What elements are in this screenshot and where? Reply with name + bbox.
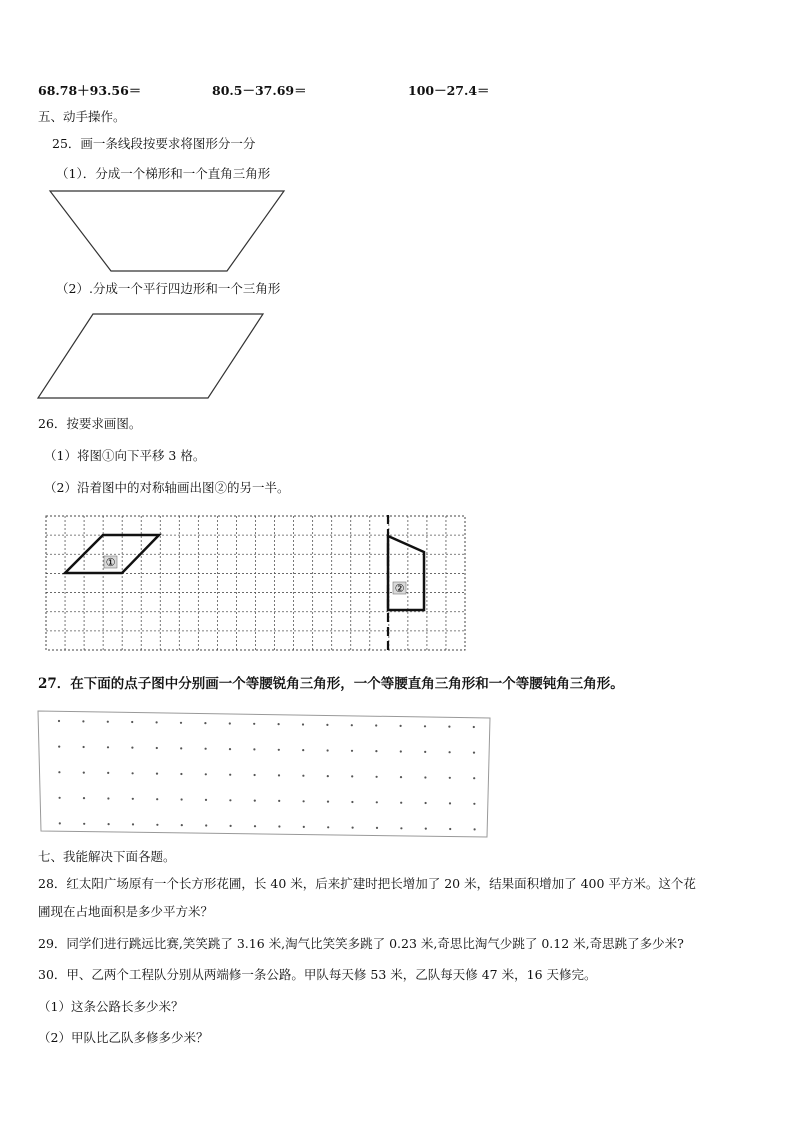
q25-part2: （2）.分成一个平行四边形和一个三角形: [56, 281, 281, 296]
dot: [449, 828, 451, 830]
dot: [449, 802, 451, 804]
q25-title: 25．画一条线段按要求将图形分一分: [52, 136, 256, 151]
q28-line1: 28．红太阳广场原有一个长方形花圃，长 40 米，后来扩建时把长增加了 20 米，结果面积增加了 400 平方米。这个花: [38, 876, 696, 891]
dot: [204, 722, 206, 724]
dot: [473, 726, 475, 728]
dot: [180, 722, 182, 724]
dot: [205, 773, 207, 775]
dot: [473, 777, 475, 779]
dot: [253, 723, 255, 725]
dot: [83, 797, 85, 799]
dot: [58, 746, 60, 748]
dot: [83, 823, 85, 825]
dot: [449, 751, 451, 753]
dot: [424, 725, 426, 727]
dot: [205, 824, 207, 826]
calc-expression-2: 80.5－37.69＝: [212, 83, 307, 98]
dot: [425, 802, 427, 804]
dot: [278, 749, 280, 751]
dot: [400, 776, 402, 778]
dot: [59, 797, 61, 799]
dot: [59, 822, 61, 824]
dot: [473, 803, 475, 805]
dot: [229, 748, 231, 750]
dot: [254, 825, 256, 827]
dot: [132, 823, 134, 825]
dot: [107, 721, 109, 723]
dot: [327, 749, 329, 751]
section-5-heading: 五、动手操作。: [38, 109, 126, 124]
dot: [303, 826, 305, 828]
dot: [205, 748, 207, 750]
dot: [131, 747, 133, 749]
dot: [108, 823, 110, 825]
dot: [400, 750, 402, 752]
dot: [473, 752, 475, 754]
dot: [107, 797, 109, 799]
dot: [156, 747, 158, 749]
dot: [254, 800, 256, 802]
dot: [376, 801, 378, 803]
dot: [107, 746, 109, 748]
dot: [229, 722, 231, 724]
dot: [253, 748, 255, 750]
dot: [156, 773, 158, 775]
dot: [448, 726, 450, 728]
dot: [327, 826, 329, 828]
q30-text: 30．甲、乙两个工程队分别从两端修一条公路。甲队每天修 53 米，乙队每天修 47 米，16 天修完。: [38, 967, 597, 982]
dot: [83, 772, 85, 774]
dot: [376, 827, 378, 829]
dot: [351, 801, 353, 803]
dot: [424, 751, 426, 753]
dot: [376, 776, 378, 778]
dot: [278, 825, 280, 827]
dot: [278, 800, 280, 802]
calc-expression-3: 100－27.4＝: [408, 83, 490, 98]
dot: [156, 798, 158, 800]
q26-title: 26．按要求画图。: [38, 416, 142, 431]
calc-expression-1: 68.78＋93.56＝: [38, 83, 142, 98]
q27-title: 27．在下面的点子图中分别画一个等腰锐角三角形，一个等腰直角三角形和一个等腰钝角三角形。: [38, 676, 624, 692]
dot: [400, 802, 402, 804]
dot: [327, 801, 329, 803]
figure-1-label: ①: [105, 556, 116, 569]
q26-part2: （2）沿着图中的对称轴画出图②的另一半。: [44, 480, 290, 495]
q30-part1: （1）这条公路长多少米？: [38, 999, 184, 1014]
dot: [58, 720, 60, 722]
dot: [302, 749, 304, 751]
dot: [302, 775, 304, 777]
dot: [107, 772, 109, 774]
dot: [400, 725, 402, 727]
dot: [352, 827, 354, 829]
q28-line2: 圃现在占地面积是多少平方米？: [38, 904, 214, 919]
dot: [83, 746, 85, 748]
dot: [351, 750, 353, 752]
dot: [278, 723, 280, 725]
dot: [449, 777, 451, 779]
dot: [351, 775, 353, 777]
dot: [326, 724, 328, 726]
dot: [156, 824, 158, 826]
q25-part1: （1）．分成一个梯形和一个直角三角形: [56, 166, 271, 181]
q30-part2: （2）甲队比乙队多修多少米？: [38, 1030, 209, 1045]
q29-text: 29．同学们进行跳远比赛,笑笑跳了 3.16 米,淘气比笑笑多跳了 0.23 米,奇思比淘气少跳了 0.12 米,奇思跳了多少米?: [38, 936, 684, 951]
dot: [180, 773, 182, 775]
dot: [181, 824, 183, 826]
dot: [180, 747, 182, 749]
dot: [278, 774, 280, 776]
figure-2-label: ②: [394, 582, 405, 595]
dot: [131, 721, 133, 723]
dot: [230, 825, 232, 827]
dot: [375, 750, 377, 752]
dot: [229, 774, 231, 776]
dot: [424, 776, 426, 778]
dot: [327, 775, 329, 777]
dot: [351, 724, 353, 726]
dot: [205, 799, 207, 801]
dot: [400, 827, 402, 829]
dot: [254, 774, 256, 776]
dot: [474, 828, 476, 830]
q26-part1: （1）将图①向下平移 3 格。: [44, 448, 206, 463]
dot: [132, 798, 134, 800]
dot: [302, 723, 304, 725]
dot: [425, 828, 427, 830]
dot: [375, 724, 377, 726]
dot: [181, 798, 183, 800]
dot: [303, 800, 305, 802]
section-7-heading: 七、我能解决下面各题。: [38, 849, 176, 864]
dot: [82, 720, 84, 722]
dot: [156, 721, 158, 723]
dot: [58, 771, 60, 773]
dot: [132, 772, 134, 774]
dot: [229, 799, 231, 801]
